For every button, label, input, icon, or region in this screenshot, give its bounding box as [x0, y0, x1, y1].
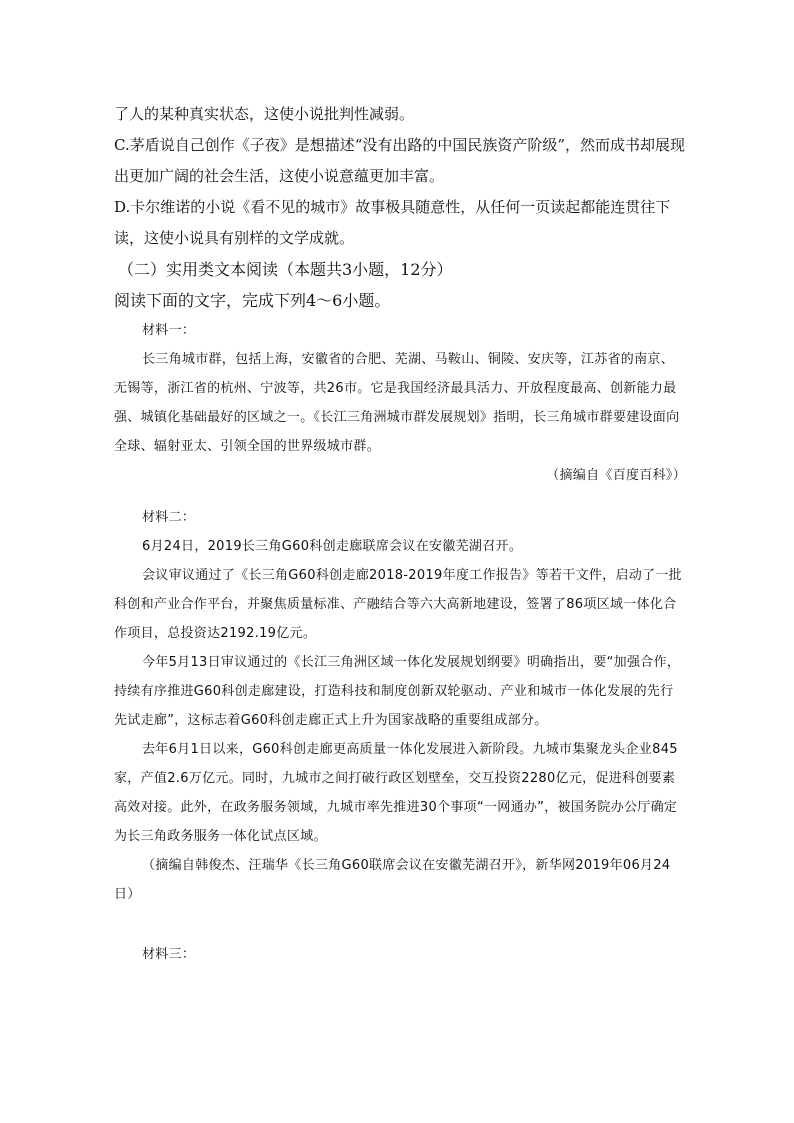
material-one: [114, 316, 686, 490]
material-two-source: （摘编自韩俊杰、汪瑞华《长三角G60联席会议在安徽芜湖召开》，新华网2019年06月24日）: [114, 858, 671, 902]
material-two-para-2: 会议审议通过了《长三角G60科创走廊2018-2019年度工作报告》等若干文件，启动了一批科创和产业合作平台，并聚焦质量标准、产融结合等六大高新地建设，签署了86项区域一体化合作项目，总投资达2192.19亿元。: [114, 568, 682, 641]
material-two-para-1: 6月24日，2019长三角G60科创走廊联席会议在安徽芜湖召开。: [142, 539, 523, 554]
material-three: [114, 940, 686, 969]
option-b-continuation: 了人的某种真实状态，这使小说批判性减弱。: [114, 105, 415, 123]
section-instruction: 阅读下面的文字，完成下列4～6小题。: [114, 291, 391, 310]
material-two-label: 材料二：: [142, 510, 196, 525]
material-one-body: 长三角城市群，包括上海，安徽省的合肥、芜湖、马鞍山、铜陵、安庆等，江苏省的南京、无锡等，浙江省的杭州、宁波等，共26市。它是我国经济最具活力、开放程度最高、创新能力最强、城镇化基础最好的区域之一。《长江三角洲城市群发展规划》指明，长三角城市群要建设面向全球、辐射亚太、引领全国的世界级城市群。: [114, 352, 680, 454]
material-two-para-4: 去年6月1日以来，G60科创走廊更高质量一体化发展进入新阶段。九城市集聚龙头企业845家，产值2.6万亿元。同时，九城市之间打破行政区划壁垒，交互投资2280亿元，促进科创要素高效对接。此外，在政务服务领域，九城市率先推进30个事项“一网通办”，被国务院办公厅确定为长三角政务服务一体化试点区域。: [114, 742, 678, 844]
question-options: [114, 99, 689, 316]
material-two: [114, 503, 686, 909]
section-title: （二）实用类文本阅读（本题共3小题，12分）: [118, 260, 453, 279]
option-c: C.茅盾说自己创作《子夜》是想描述“没有出路的中国民族资产阶级”，然而成书却展现出更加广阔的社会生活，这使小说意蕴更加丰富。: [114, 136, 686, 185]
material-one-source: （摘编自《百度百科》）: [546, 468, 686, 483]
material-one-label: 材料一：: [142, 323, 196, 338]
material-three-label: 材料三：: [142, 947, 196, 962]
material-two-para-3: 今年5月13日审议通过的《长江三角洲区域一体化发展规划纲要》明确指出，要“加强合作，持续有序推进G60科创走廊建设，打造科技和制度创新双轮驱动、产业和城市一体化发展的先行先试走廊”，这标志着G60科创走廊正式上升为国家战略的重要组成部分。: [114, 655, 681, 728]
option-d: D.卡尔维诺的小说《看不见的城市》故事极具随意性，从任何一页读起都能连贯往下读，这使小说具有别样的文学成就。: [114, 198, 671, 247]
